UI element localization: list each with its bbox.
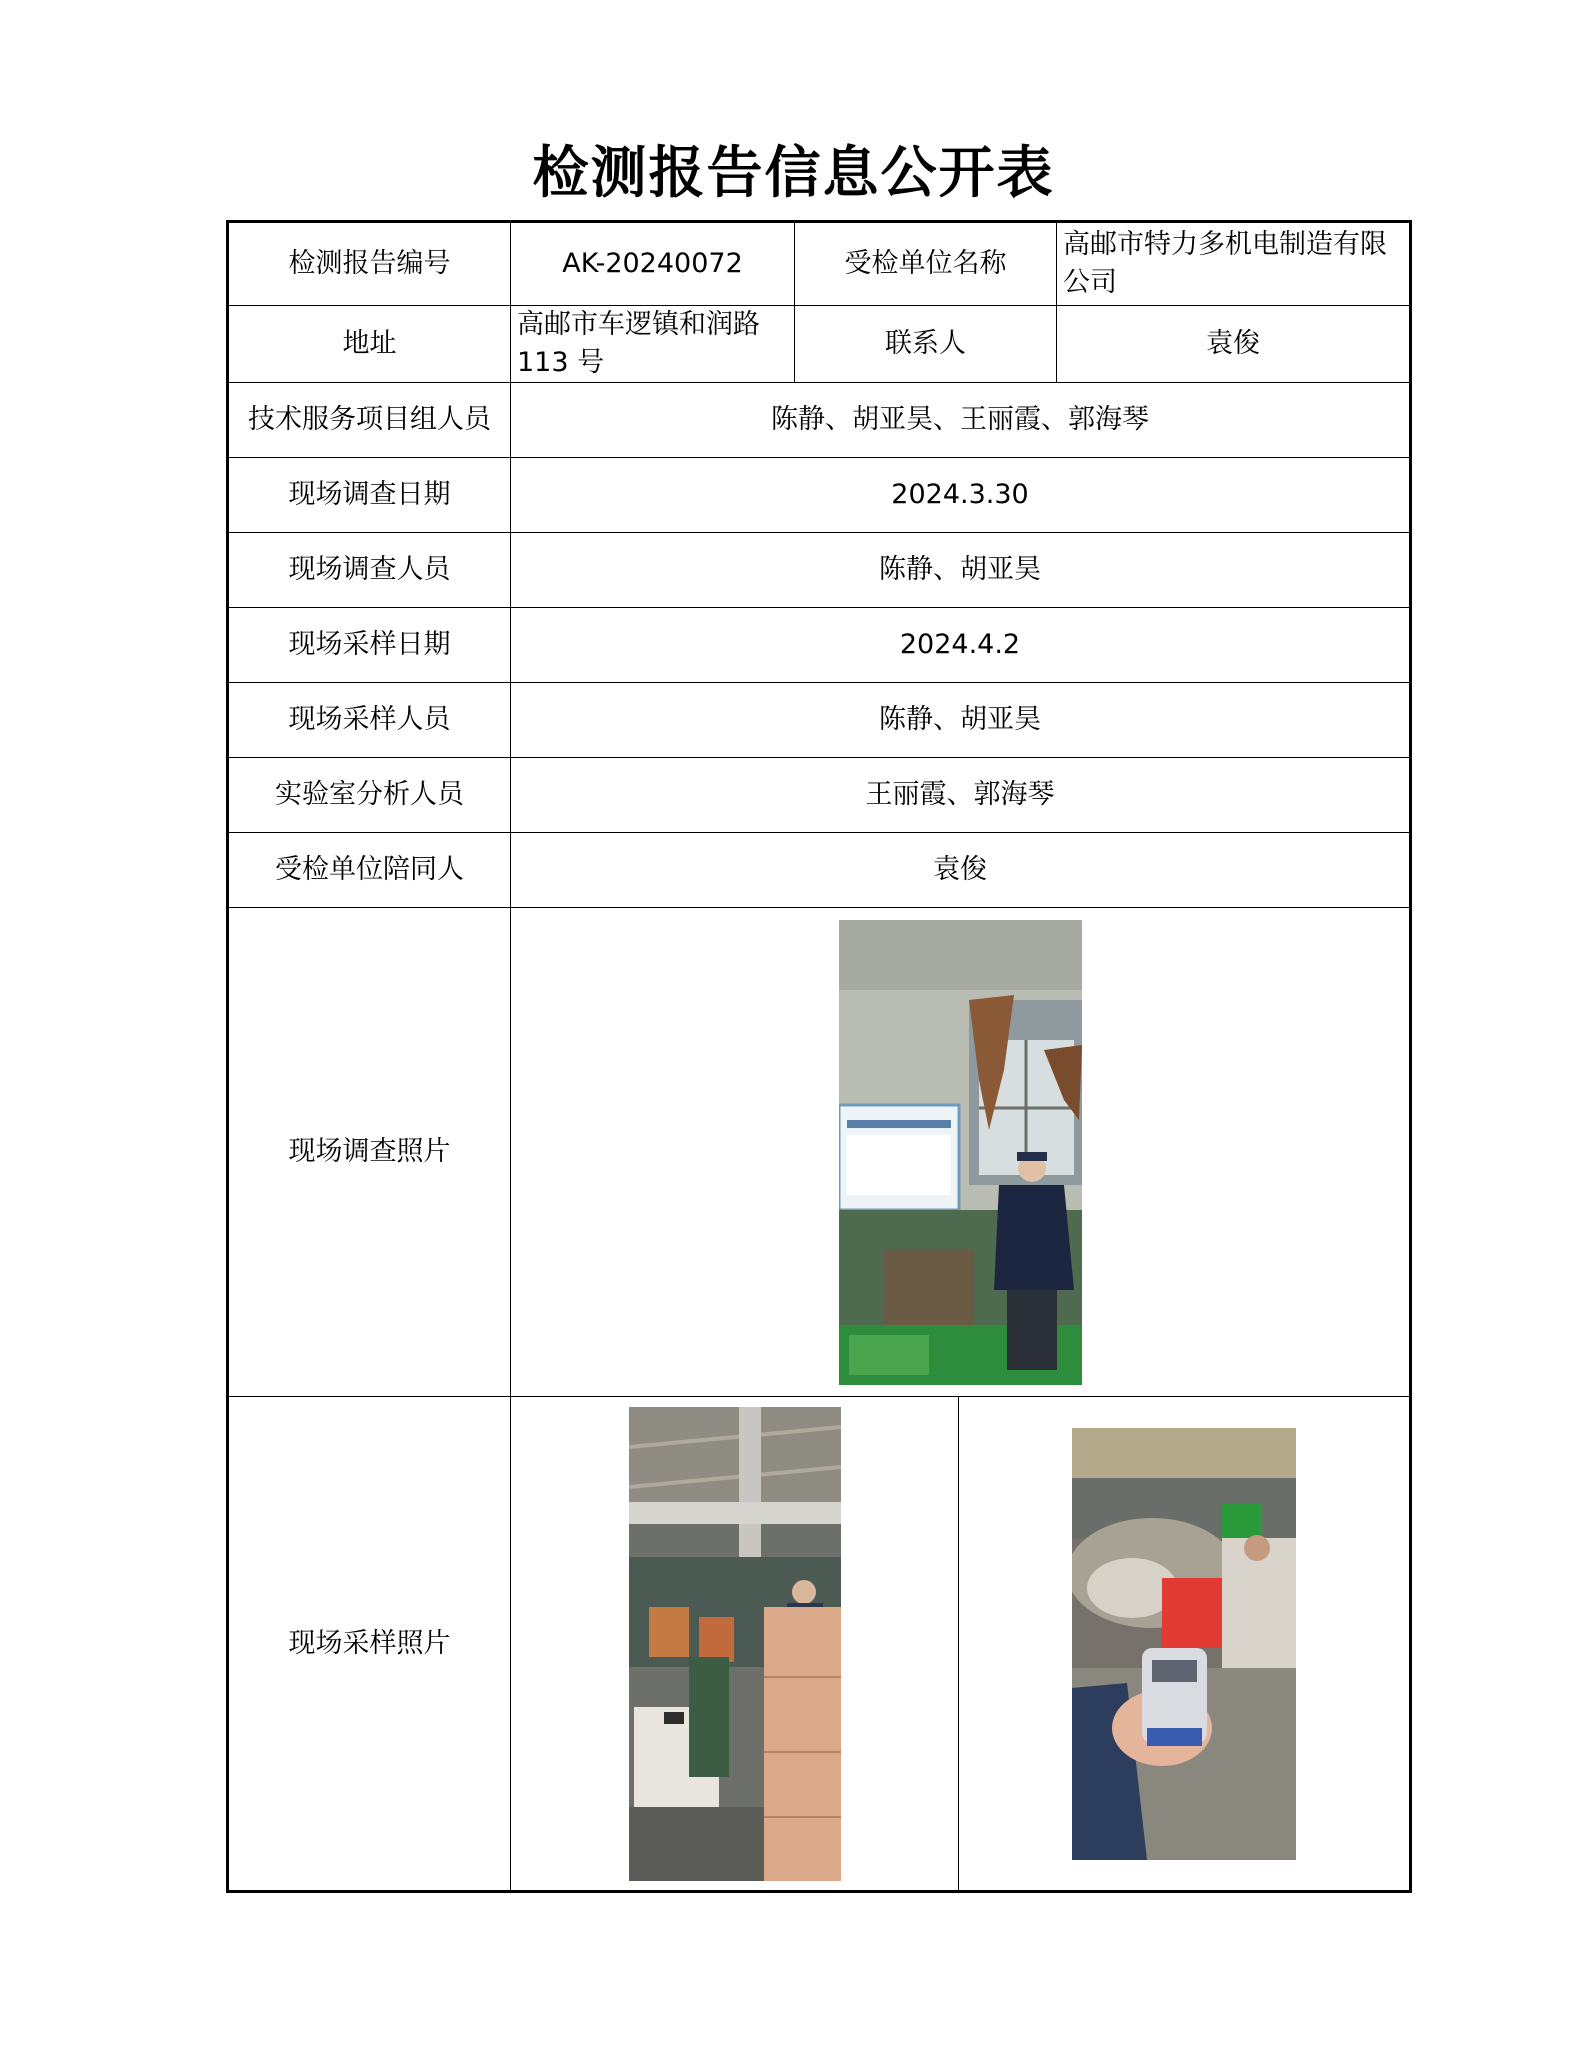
survey-staff-label: 现场调查人员 xyxy=(228,533,511,608)
lab-staff-value: 王丽霞、郭海琴 xyxy=(511,758,1411,833)
sampling-photo-2 xyxy=(1072,1428,1296,1860)
report-no-value: AK-20240072 xyxy=(511,222,795,306)
table-row xyxy=(228,1397,1411,1892)
escort-label: 受检单位陪同人 xyxy=(228,833,511,908)
sampling-staff-label: 现场采样人员 xyxy=(228,683,511,758)
table-row xyxy=(228,458,1411,533)
address-label: 地址 xyxy=(228,306,511,383)
survey-photo xyxy=(839,920,1082,1385)
sampling-photo-1 xyxy=(629,1407,841,1881)
table-row xyxy=(228,608,1411,683)
survey-date-label: 现场调查日期 xyxy=(228,458,511,533)
table-row xyxy=(228,383,1411,458)
survey-photo-label: 现场调查照片 xyxy=(228,908,511,1397)
sampling-date-label: 现场采样日期 xyxy=(228,608,511,683)
sampling-date-value: 2024.4.2 xyxy=(511,608,1411,683)
table-row xyxy=(228,908,1411,1397)
sampling-photo-cell-right xyxy=(959,1397,1411,1892)
address-value: 高邮市车逻镇和润路113 号 xyxy=(511,306,795,383)
page-title: 检测报告信息公开表 xyxy=(532,140,1055,206)
survey-photo-cell xyxy=(511,908,1411,1397)
survey-date-value: 2024.3.30 xyxy=(511,458,1411,533)
team-value: 陈静、胡亚昊、王丽霞、郭海琴 xyxy=(511,383,1411,458)
table-row xyxy=(228,222,1411,306)
lab-staff-label: 实验室分析人员 xyxy=(228,758,511,833)
table-row xyxy=(228,833,1411,908)
table-row xyxy=(228,306,1411,383)
contact-label: 联系人 xyxy=(795,306,1057,383)
escort-value: 袁俊 xyxy=(511,833,1411,908)
report-info-table xyxy=(226,220,1412,1893)
unit-name-label: 受检单位名称 xyxy=(795,222,1057,306)
team-label: 技术服务项目组人员 xyxy=(228,383,511,458)
contact-value: 袁俊 xyxy=(1057,306,1411,383)
sampling-photo-label: 现场采样照片 xyxy=(228,1397,511,1892)
report-no-label: 检测报告编号 xyxy=(228,222,511,306)
survey-staff-value: 陈静、胡亚昊 xyxy=(511,533,1411,608)
table-row xyxy=(228,758,1411,833)
table-row xyxy=(228,533,1411,608)
sampling-staff-value: 陈静、胡亚昊 xyxy=(511,683,1411,758)
sampling-photo-cell-left xyxy=(511,1397,959,1892)
unit-name-value: 高邮市特力多机电制造有限公司 xyxy=(1057,222,1411,306)
table-row xyxy=(228,683,1411,758)
